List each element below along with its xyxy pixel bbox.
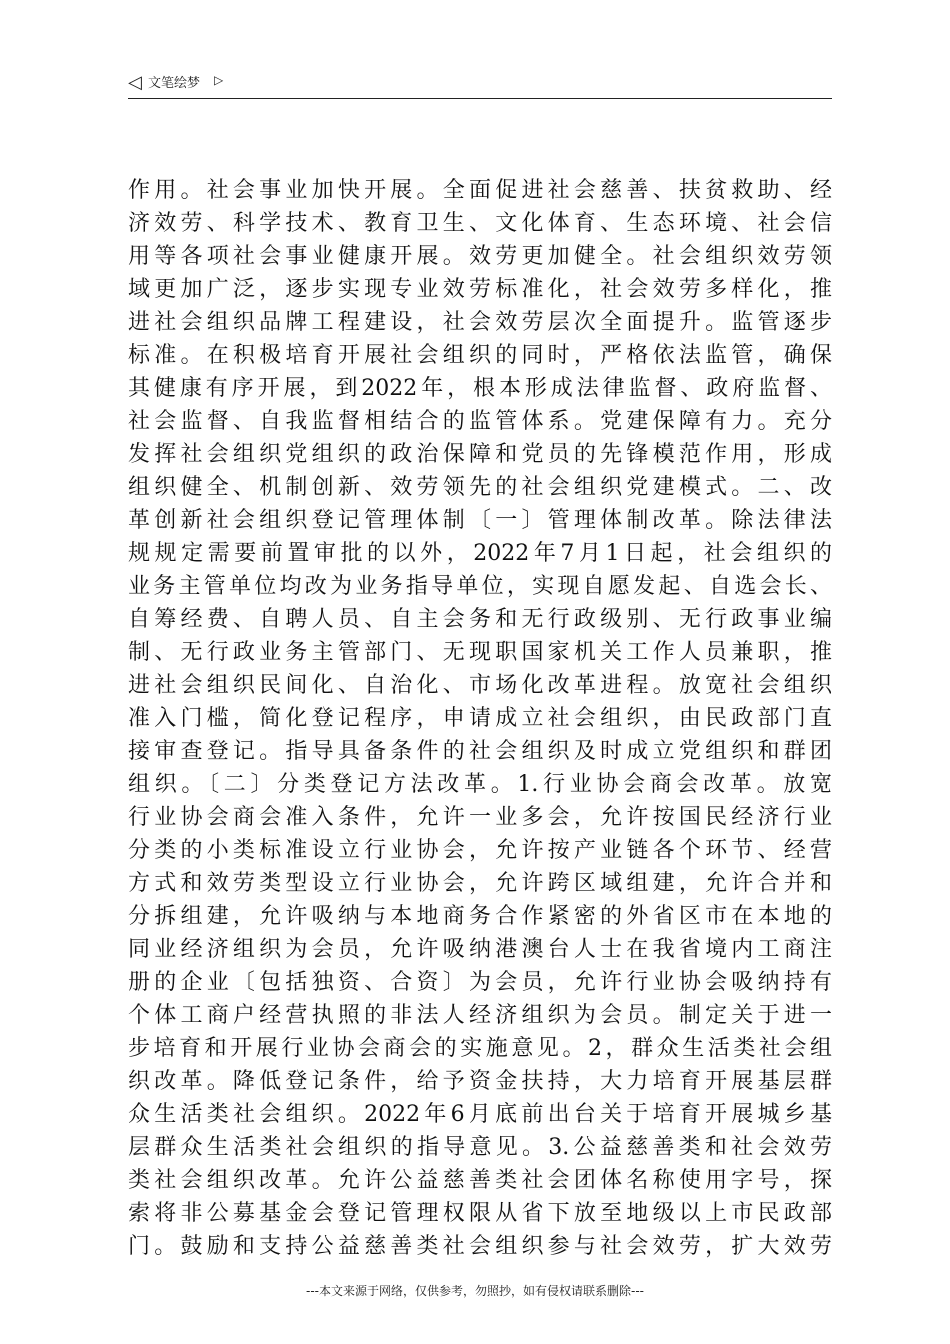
page-header	[128, 72, 832, 99]
text-line: 准入门槛，简化登记程序，申请成立社会组织，由民政部门直	[128, 706, 832, 731]
text-line: 分类的小类标准设立行业协会，允许按产业链各个环节、经营	[128, 838, 832, 863]
text-line: 进社会组织品牌工程建设，社会效劳层次全面提升。监管逐步	[128, 310, 832, 335]
text-line: 织改革。降低登记条件，给予资金扶持，大力培育开展基层群	[128, 1069, 832, 1094]
text-line: 作用。社会事业加快开展。全面促进社会慈善、扶贫救助、经	[128, 178, 832, 203]
text-line: 域更加广泛，逐步实现专业效劳标准化，社会效劳多样化，推	[128, 277, 832, 302]
text-line: 行业协会商会准入条件，允许一业多会，允许按国民经济行业	[128, 805, 832, 830]
text-line: 方式和效劳类型设立行业协会，允许跨区域组建，允许合并和	[128, 871, 832, 896]
text-line: 用等各项社会事业健康开展。效劳更加健全。社会组织效劳领	[128, 244, 832, 269]
text-line: 自筹经费、自聘人员、自主会务和无行政级别、无行政事业编	[128, 607, 832, 632]
text-line: 类社会组织改革。允许公益慈善类社会团体名称使用字号，探	[128, 1168, 832, 1193]
text-line: 制、无行政业务主管部门、无现职国家机关工作人员兼职，推	[128, 640, 832, 665]
text-line: 组织。〔二〕分类登记方法改革。1.行业协会商会改革。放宽	[128, 772, 832, 797]
triangle-left-icon: ◁	[128, 72, 142, 93]
page-footer-notice: ---本文来源于网络，仅供参考，勿照抄，如有侵权请联系删除---	[306, 1284, 644, 1298]
text-line: 个体工商户经营执照的非法人经济组织为会员。制定关于进一	[128, 1003, 832, 1028]
text-line: 册的企业〔包括独资、合资〕为会员，允许行业协会吸纳持有	[128, 970, 832, 995]
text-line: 索将非公募基金会登记管理权限从省下放至地级以上市民政部	[128, 1201, 832, 1226]
text-line: 组织健全、机制创新、效劳领先的社会组织党建模式。二、改	[128, 475, 832, 500]
text-line: 规规定需要前置审批的以外，2022年7月1日起，社会组织的	[128, 541, 832, 566]
text-line: 济效劳、科学技术、教育卫生、文化体育、生态环境、社会信	[128, 211, 832, 236]
text-line: 标准。在积极培育开展社会组织的同时，严格依法监管，确保	[128, 343, 832, 368]
document-body	[128, 174, 832, 1263]
text-line: 同业经济组织为会员，允许吸纳港澳台人士在我省境内工商注	[128, 937, 832, 962]
text-line: 社会监督、自我监督相结合的监管体系。党建保障有力。充分	[128, 409, 832, 434]
text-line: 步培育和开展行业协会商会的实施意见。2，群众生活类社会组	[128, 1036, 832, 1061]
text-line: 层群众生活类社会组织的指导意见。3.公益慈善类和社会效劳	[128, 1135, 832, 1160]
text-line: 业务主管单位均改为业务指导单位，实现自愿发起、自选会长、	[128, 574, 832, 599]
text-line: 分拆组建，允许吸纳与本地商务合作紧密的外省区市在本地的	[128, 904, 832, 929]
triangle-right-icon: ▷	[214, 73, 224, 87]
text-line: 其健康有序开展，到2022年，根本形成法律监督、政府监督、	[128, 376, 832, 401]
header-title: 文笔绘梦	[148, 76, 201, 91]
text-line: 门。鼓励和支持公益慈善类社会组织参与社会效劳，扩大效劳	[128, 1234, 832, 1259]
text-line: 接审查登记。指导具备条件的社会组织及时成立党组织和群团	[128, 739, 832, 764]
text-line: 发挥社会组织党组织的政治保障和党员的先锋模范作用，形成	[128, 442, 832, 467]
text-line: 革创新社会组织登记管理体制〔一〕管理体制改革。除法律法	[128, 508, 832, 533]
text-line: 众生活类社会组织。2022年6月底前出台关于培育开展城乡基	[128, 1102, 832, 1127]
text-line: 进社会组织民间化、自治化、市场化改革进程。放宽社会组织	[128, 673, 832, 698]
